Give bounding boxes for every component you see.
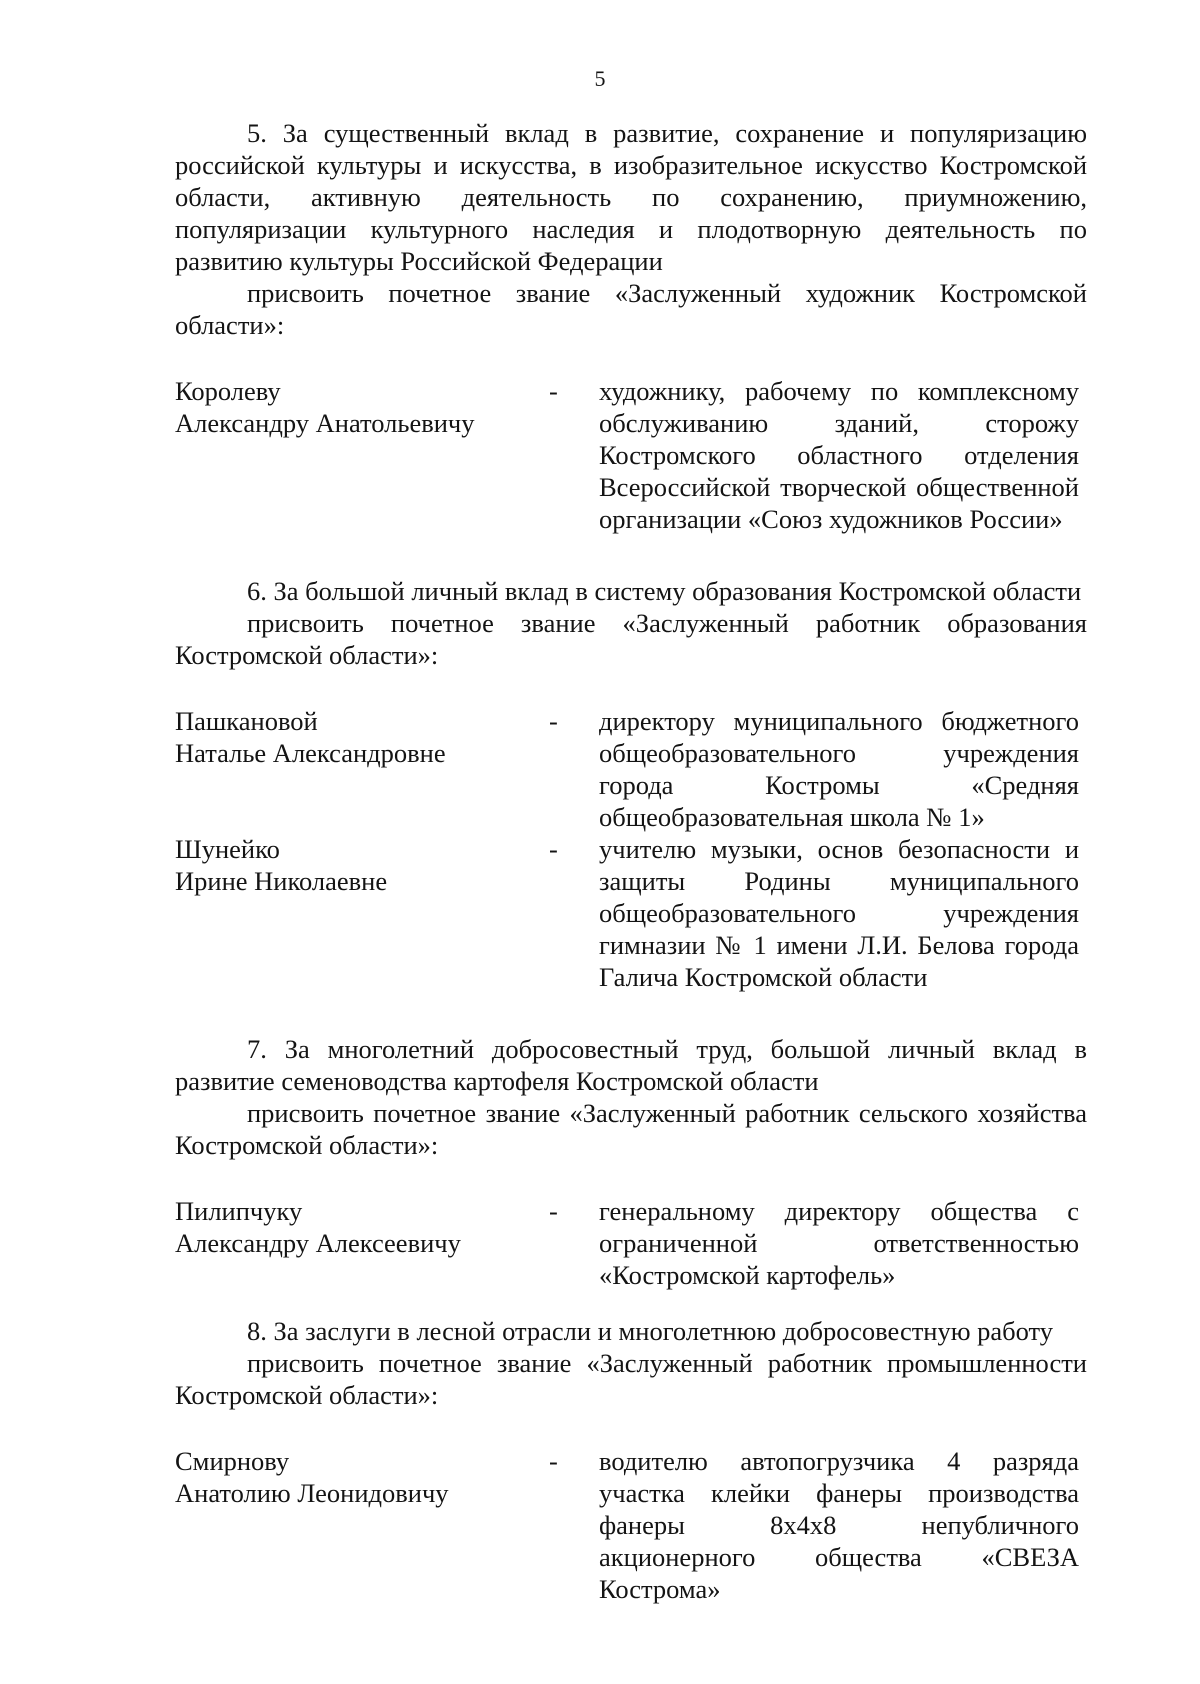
recipient-surname: Шунейко [175,834,280,864]
position-line: художнику, рабочему по комплексному [599,376,1079,406]
position-line: организации «Союз художников России» [599,504,1063,534]
position-line: водителю автопогрузчика 4 разряда [599,1446,1079,1476]
recipient-position [599,375,1079,535]
recipient-name [175,375,549,439]
position-line: общеобразовательная школа № 1» [599,802,985,832]
recipient-given-name: Анатолию Леонидовичу [175,1478,449,1508]
position-line: генеральному директору общества с [599,1196,1079,1226]
position-line: обслуживанию зданий, сторожу [599,408,1079,438]
position-line: общеобразовательного учреждения [599,738,1079,768]
position-line: учителю музыки, основ безопасности и [599,834,1079,864]
position-line: «Костромской картофель» [599,1260,896,1290]
entry-dash: - [549,706,558,736]
recipient-surname: Пашкановой [175,706,318,736]
section-8 [175,1315,1087,1605]
recipient-position [599,705,1079,833]
position-line: участка клейки фанеры производства [599,1478,1079,1508]
document-body [175,117,1087,1605]
recipient-position [599,1445,1079,1605]
award-entry [175,1195,1087,1291]
position-line: общеобразовательного учреждения [599,898,1079,928]
position-line: города Костромы «Средняя [599,770,1079,800]
section-7-resolution: присвоить почетное звание «Заслуженный работник сельского хозяйства Костромской области»: [175,1098,1087,1160]
recipient-position [599,1195,1079,1291]
award-entry [175,705,1087,833]
section-6-paragraph: 6. За большой личный вклад в систему образования Костромской области [247,576,1082,606]
section-5 [175,117,1087,535]
recipient-surname: Смирнову [175,1446,290,1476]
recipient-name [175,705,549,769]
recipient-name [175,1195,549,1259]
position-line: Кострома» [599,1574,721,1604]
entry-dash: - [549,376,558,406]
position-line: Костромского областного отделения [599,440,1079,470]
recipient-given-name: Александру Алексеевичу [175,1228,461,1258]
recipient-given-name: Александру Анатольевичу [175,408,475,438]
position-line: гимназии № 1 имени Л.И. Белова города [599,930,1079,960]
section-7-paragraph: 7. За многолетний добросовестный труд, большой личный вклад в развитие семеноводства картофеля Костромской области [175,1034,1087,1096]
page-number: 5 [594,66,606,91]
award-entry [175,1445,1087,1605]
award-entry [175,833,1087,993]
section-8-resolution: присвоить почетное звание «Заслуженный работник промышленности Костромской области»: [175,1348,1087,1410]
section-5-resolution: присвоить почетное звание «Заслуженный художник Костромской области»: [175,278,1087,340]
section-5-paragraph: 5. За существенный вклад в развитие, сохранение и популяризацию российской культуры и искусства, в изобразительное искусство Костромской области, активную деятельность по сохранению, приумножению, популяризации культурного наследия и плодотворную деятельность по развитию культуры Российской Федерации [175,118,1087,276]
entry-dash: - [549,834,558,864]
entry-dash: - [549,1196,558,1226]
position-line: Галича Костромской области [599,962,928,992]
recipient-given-name: Наталье Александровне [175,738,446,768]
position-line: защиты Родины муниципального [599,866,1079,896]
section-6-resolution: присвоить почетное звание «Заслуженный работник образования Костромской области»: [175,608,1087,670]
recipient-name [175,1445,549,1509]
position-line: Всероссийской творческой общественной [599,472,1079,502]
position-line: фанеры 8x4x8 непубличного [599,1510,1079,1540]
position-line: директору муниципального бюджетного [599,706,1079,736]
section-8-paragraph: 8. За заслуги в лесной отрасли и многолетнюю добросовестную работу [247,1316,1054,1346]
section-7 [175,1033,1087,1291]
entry-dash: - [549,1446,558,1476]
award-entry [175,375,1087,535]
recipient-surname: Королеву [175,376,281,406]
recipient-position [599,833,1079,993]
recipient-given-name: Ирине Николаевне [175,866,388,896]
position-line: ограниченной ответственностью [599,1228,1079,1258]
recipient-surname: Пилипчуку [175,1196,303,1226]
position-line: акционерного общества «СВЕЗА [599,1542,1079,1572]
recipient-name [175,833,549,897]
section-6 [175,575,1087,993]
